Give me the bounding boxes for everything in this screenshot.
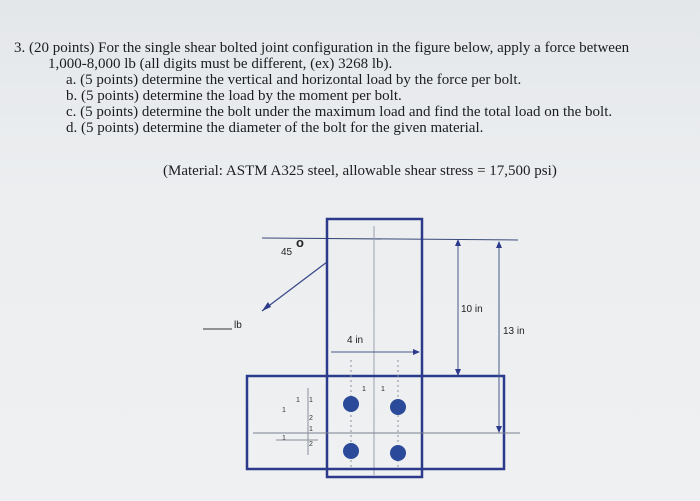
degree-symbol: o: [296, 235, 304, 250]
dim-13-label: 13 in: [503, 326, 525, 337]
side-dim-7: 2: [309, 441, 313, 448]
dim-13-arrow-bottom: [496, 426, 502, 433]
part-d-text: (5 points) determine the diameter of the bolt for the given material.: [81, 120, 484, 136]
dim-4-arrow: [413, 349, 420, 355]
force-arrowhead: [262, 302, 271, 311]
force-line: [262, 262, 327, 311]
part-d-label: d.: [66, 120, 78, 136]
part-c-text: (5 points) determine the bolt under the maximum load and find the total load on the bolt.: [80, 104, 613, 120]
horizontal-plate: [247, 376, 504, 469]
problem-number: 3.: [14, 40, 26, 56]
bolt-spacing-top-label: 1: [362, 386, 366, 393]
dim-10-label: 10 in: [461, 304, 483, 315]
part-b-text: (5 points) determine the load by the moment per bolt.: [81, 88, 402, 104]
bolt-3: [343, 443, 359, 459]
side-dim-1: 1: [282, 407, 286, 414]
side-dim-3: 1: [309, 397, 313, 404]
side-dim-4: 2: [309, 415, 313, 422]
dim-13-arrow-top: [496, 241, 502, 248]
bolt-1: [343, 396, 359, 412]
angle-label: 45: [281, 247, 293, 258]
side-dim-5: 1: [282, 435, 286, 442]
dim-4-label: 4 in: [347, 335, 364, 346]
bolt-4: [390, 445, 406, 461]
part-a-text: (5 points) determine the vertical and horizontal load by the force per bolt.: [80, 72, 522, 88]
part-b-label: b.: [66, 88, 78, 104]
bolt-spacing-top-label-2: 1: [381, 386, 385, 393]
part-c-label: c.: [66, 104, 77, 120]
part-a-label: a.: [66, 72, 77, 88]
problem-line-2: 1,000-8,000 lb (all digits must be different, (ex) 3268 lb).: [48, 56, 393, 72]
side-dim-6: 1: [309, 426, 313, 433]
dim-10-arrow-top: [455, 239, 461, 246]
material-note: (Material: ASTM A325 steel, allowable shear stress = 17,500 psi): [163, 163, 557, 179]
side-dim-2: 1: [296, 397, 300, 404]
force-label: lb: [234, 320, 242, 331]
problem-intro: (20 points) For the single shear bolted joint configuration in the figure below, apply a force between: [29, 40, 630, 56]
bolt-2: [390, 399, 406, 415]
